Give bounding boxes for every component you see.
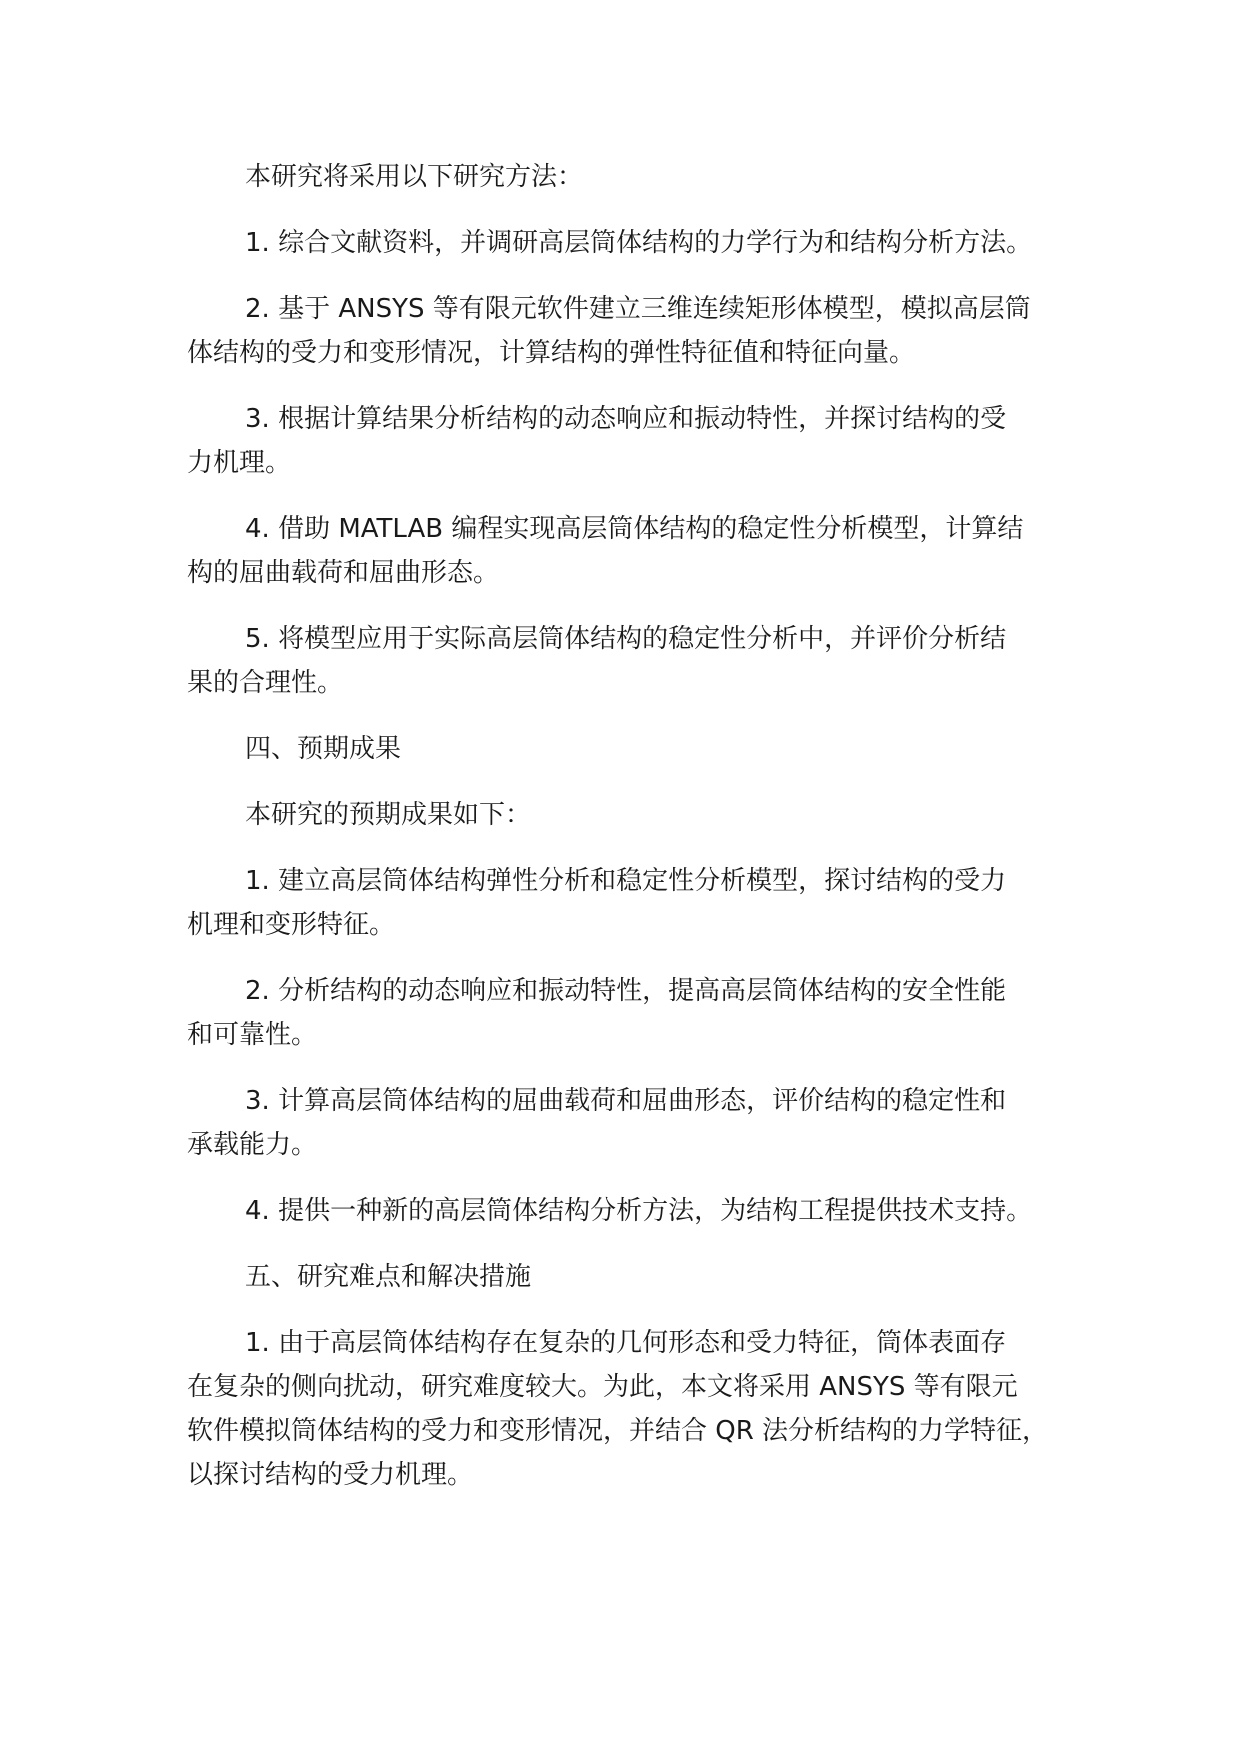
paragraph-result-2 [187, 969, 1077, 1057]
text-line: 力机理。 [187, 448, 292, 478]
text-line: 2. 基于 ANSYS 等有限元软件建立三维连续矩形体模型，模拟高层筒 [245, 294, 1031, 324]
text-line: 5. 将模型应用于实际高层筒体结构的稳定性分析中，并评价分析结 [245, 624, 1007, 654]
text-line: 3. 计算高层筒体结构的屈曲载荷和屈曲形态，评价结构的稳定性和 [245, 1086, 1007, 1116]
paragraph-result-4 [187, 1189, 1077, 1233]
heading-text: 五、研究难点和解决措施 [245, 1262, 532, 1292]
text-line: 和可靠性。 [187, 1020, 318, 1050]
text-line: 本研究的预期成果如下： [245, 800, 532, 830]
paragraph-result-1 [187, 859, 1077, 947]
paragraph-method-5 [187, 617, 1077, 705]
text-line: 在复杂的侧向扰动，研究难度较大。为此，本文将采用 ANSYS 等有限元 [187, 1372, 1018, 1402]
text-line: 软件模拟筒体结构的受力和变形情况，并结合 QR 法分析结构的力学特征， [187, 1416, 1049, 1446]
text-line: 4. 提供一种新的高层筒体结构分析方法，为结构工程提供技术支持。 [245, 1196, 1033, 1226]
text-line: 3. 根据计算结果分析结构的动态响应和振动特性，并探讨结构的受 [245, 404, 1007, 434]
paragraph-methods-intro [187, 155, 1077, 199]
section-heading-difficulties [187, 1255, 1077, 1299]
text-line: 果的合理性。 [187, 668, 344, 698]
text-line: 1. 由于高层筒体结构存在复杂的几何形态和受力特征，筒体表面存 [245, 1328, 1007, 1358]
text-line: 本研究将采用以下研究方法： [245, 162, 584, 192]
paragraph-method-3 [187, 397, 1077, 485]
text-line: 机理和变形特征。 [187, 910, 396, 940]
text-line: 体结构的受力和变形情况，计算结构的弹性特征值和特征向量。 [187, 338, 916, 368]
text-line: 2. 分析结构的动态响应和振动特性，提高高层筒体结构的安全性能 [245, 976, 1007, 1006]
paragraph-results-intro [187, 793, 1077, 837]
paragraph-method-2 [187, 287, 1077, 375]
paragraph-method-1 [187, 221, 1077, 265]
heading-text: 四、预期成果 [245, 734, 402, 764]
paragraph-difficulty-1 [187, 1321, 1077, 1497]
section-heading-expected-results [187, 727, 1077, 771]
paragraph-result-3 [187, 1079, 1077, 1167]
text-line: 4. 借助 MATLAB 编程实现高层筒体结构的稳定性分析模型，计算结 [245, 514, 1024, 544]
text-line: 承载能力。 [187, 1130, 318, 1160]
text-line: 1. 综合文献资料，并调研高层筒体结构的力学行为和结构分析方法。 [245, 228, 1033, 258]
document-body [187, 155, 1077, 1497]
text-line: 1. 建立高层筒体结构弹性分析和稳定性分析模型，探讨结构的受力 [245, 866, 1007, 896]
paragraph-method-4 [187, 507, 1077, 595]
text-line: 构的屈曲载荷和屈曲形态。 [187, 558, 500, 588]
text-line: 以探讨结构的受力机理。 [187, 1460, 474, 1490]
